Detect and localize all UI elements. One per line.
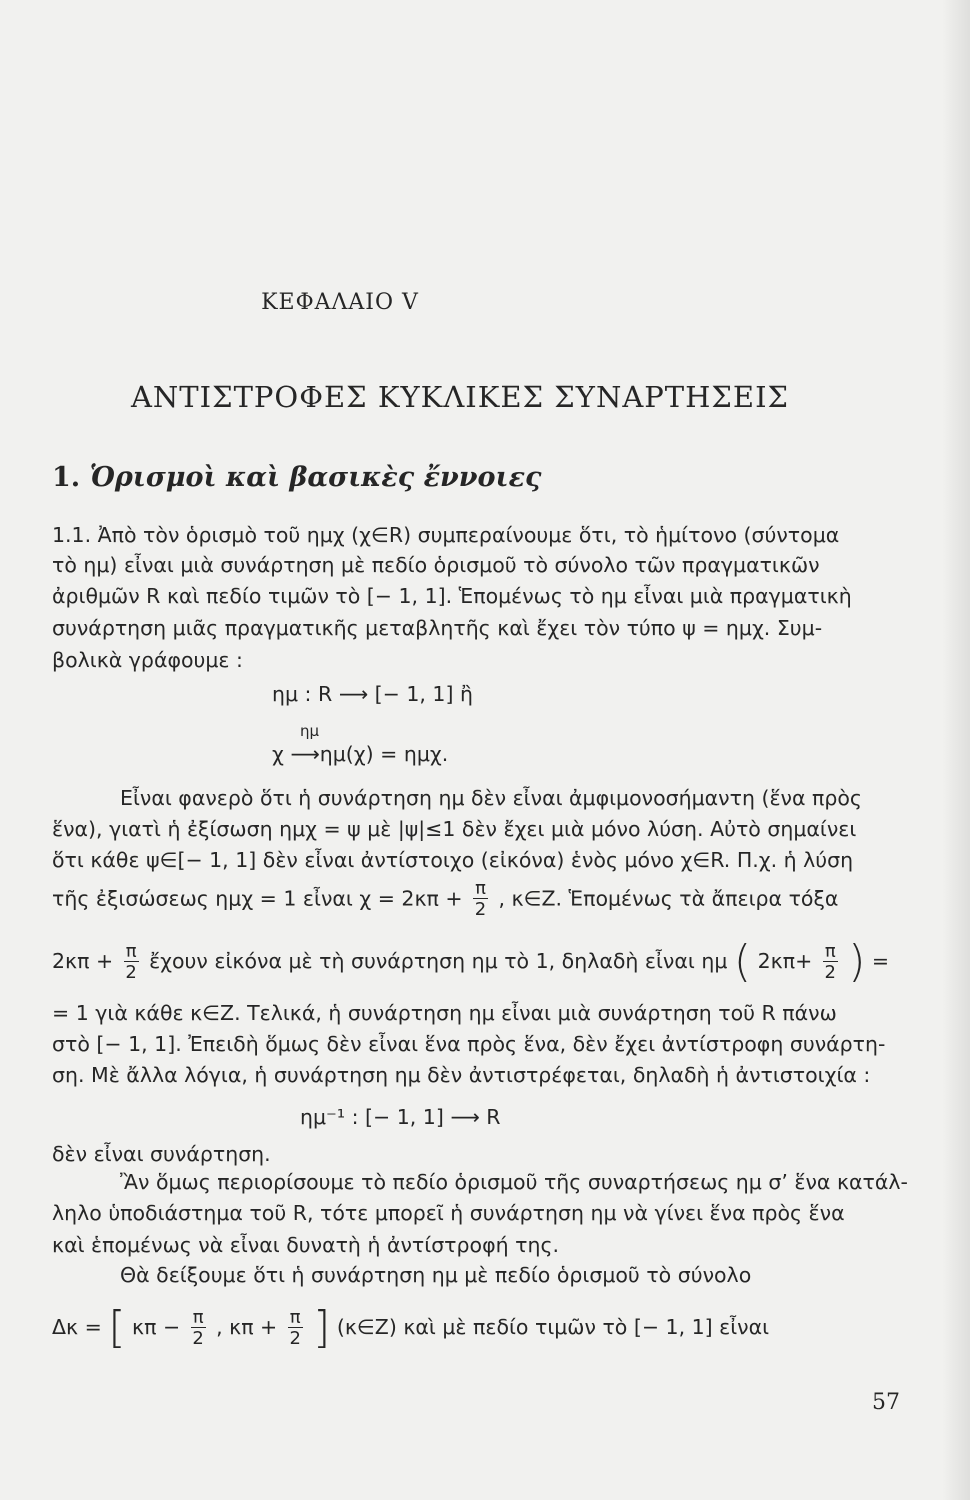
page-number: 57 (872, 1390, 900, 1415)
fraction-numerator: π (192, 1306, 204, 1328)
fraction-pi-over-2 (473, 880, 488, 919)
text-line-16: ληλο ὑποδιάστημα τοῦ R, τότε μπορεῖ ἡ συνάρτηση ημ νὰ γίνει ἕνα πρὸς ἕνα (52, 1201, 845, 1225)
text-line-19-end: (κ∈Z) καὶ μὲ πεδίο τιμῶν τὸ [− 1, 1] εἶναι (336, 1315, 770, 1339)
text-line-10-end: = (871, 949, 890, 973)
formula-domain-range: ημ : R ⟶ [− 1, 1] ἢ (272, 682, 473, 706)
fraction-numerator: π (824, 940, 836, 962)
fraction-denominator: 2 (474, 899, 487, 920)
text-line-10 (52, 936, 890, 987)
page-edge-shadow (942, 0, 970, 1500)
right-bracket: ] (313, 1302, 331, 1353)
text-line-9-start: τῆς ἐξισώσεως ημχ = 1 εἶναι χ = 2κπ + (52, 886, 463, 911)
section-number: 1. (52, 462, 81, 493)
formula-inverse: ημ⁻¹ : [− 1, 1] ⟶ R (300, 1105, 501, 1129)
text-line-19-start: Δκ = (52, 1315, 102, 1339)
fraction-pi-over-2 (191, 1306, 206, 1349)
chapter-heading: ΚΕΦΑΛΑΙΟ V (261, 290, 419, 315)
left-bracket: [ (108, 1302, 126, 1353)
fraction-numerator: π (289, 1306, 301, 1328)
text-line-10-arg: 2κπ+ (757, 949, 813, 973)
fraction-denominator: 2 (824, 961, 836, 983)
fraction-numerator: π (125, 940, 137, 962)
text-line-14: δὲν εἶναι συνάρτηση. (52, 1142, 271, 1166)
fraction-denominator: 2 (192, 1327, 204, 1349)
text-line-3: ἀριθμῶν R καὶ πεδίο τιμῶν τὸ [− 1, 1]. Ἑπομένως τὸ ημ εἶναι μιὰ πραγματικὴ (52, 584, 852, 608)
interval-right: , κπ + (216, 1315, 278, 1339)
text-line-7: ἕνα), γιατὶ ἡ ἐξίσωση ημχ = ψ μὲ |ψ|≤1 δὲν ἔχει μιὰ μόνο λύση. Αὐτὸ σημαίνει (52, 817, 857, 841)
text-line-15: Ἂν ὅμως περιορίσουμε τὸ πεδίο ὁρισμοῦ τῆς συναρτήσεως ημ σ’ ἕνα κατάλ- (120, 1170, 908, 1194)
text-line-11: = 1 γιὰ κάθε κ∈Z. Τελικά, ἡ συνάρτηση ημ εἶναι μιὰ συνάρτηση τοῦ R πάνω (52, 1001, 837, 1025)
fraction-pi-over-2 (288, 1306, 303, 1349)
left-parenthesis: ( (733, 936, 752, 987)
right-parenthesis: ) (848, 936, 866, 987)
text-line-2: τὸ ημ) εἶναι μιὰ συνάρτηση μὲ πεδίο ὁρισμοῦ τὸ σύνολο τῶν πραγματικῶν (52, 553, 820, 577)
chapter-title: ΑΝΤΙΣΤΡΟΦΕΣ ΚΥΚΛΙΚΕΣ ΣΥΝΑΡΤΗΣΕΙΣ (130, 380, 790, 414)
text-line-12: στὸ [− 1, 1]. Ἐπειδὴ ὅμως δὲν εἶναι ἕνα πρὸς ἕνα, δὲν ἔχει ἀντίστροφη συνάρτη- (52, 1032, 886, 1056)
fraction-pi-over-2 (124, 940, 139, 983)
text-line-10-start: 2κπ + (52, 949, 114, 973)
text-line-4: συνάρτηση μιᾶς πραγματικῆς μεταβλητῆς καὶ ἔχει τὸν τύπο ψ = ημχ. Συμ- (52, 616, 823, 640)
text-line-1: 1.1. Ἀπὸ τὸν ὁρισμὸ τοῦ ημχ (χ∈R) συμπεραίνουμε ὅτι, τὸ ἡμίτονο (σύντομα (52, 523, 840, 547)
text-line-6: Εἶναι φανερὸ ὅτι ἡ συνάρτηση ημ δὲν εἶναι ἀμφιμονοσήμαντη (ἕνα πρὸς (120, 786, 862, 810)
arrow-label: ημ (300, 722, 320, 740)
text-line-5: βολικὰ γράφουμε : (52, 648, 243, 672)
section-heading (52, 462, 541, 493)
text-line-13: ση. Μὲ ἄλλα λόγια, ἡ συνάρτηση ημ δὲν ἀντιστρέφεται, δηλαδὴ ἡ ἀντιστοιχία : (52, 1063, 871, 1087)
text-line-10-middle: ἔχουν εἰκόνα μὲ τὴ συνάρτηση ημ τὸ 1, δηλαδὴ εἶναι ημ (149, 949, 728, 973)
text-line-9 (52, 880, 838, 919)
fraction-denominator: 2 (125, 961, 137, 983)
text-line-9-end: , κ∈Z. Ἑπομένως τὰ ἄπειρα τόξα (498, 886, 839, 911)
fraction-numerator: π (475, 878, 486, 899)
interval-left: κπ − (132, 1315, 181, 1339)
text-line-8: ὅτι κάθε ψ∈[− 1, 1] δὲν εἶναι ἀντίστοιχο (εἰκόνα) ἑνὸς μόνο χ∈R. Π.χ. ἡ λύση (52, 848, 854, 872)
text-line-17: καὶ ἑπομένως νὰ εἶναι δυνατὴ ἡ ἀντίστροφή της. (52, 1233, 559, 1257)
fraction-pi-over-2 (823, 940, 838, 983)
text-line-18: Θὰ δείξουμε ὅτι ἡ συνάρτηση ημ μὲ πεδίο ὁρισμοῦ τὸ σύνολο (120, 1263, 752, 1287)
formula-mapping: χ ⟶ημ(χ) = ημχ. (272, 742, 449, 766)
text-line-19 (52, 1302, 770, 1353)
section-title: Ὁρισμοὶ καὶ βασικὲς ἔννοιες (89, 462, 542, 493)
fraction-denominator: 2 (289, 1327, 301, 1349)
